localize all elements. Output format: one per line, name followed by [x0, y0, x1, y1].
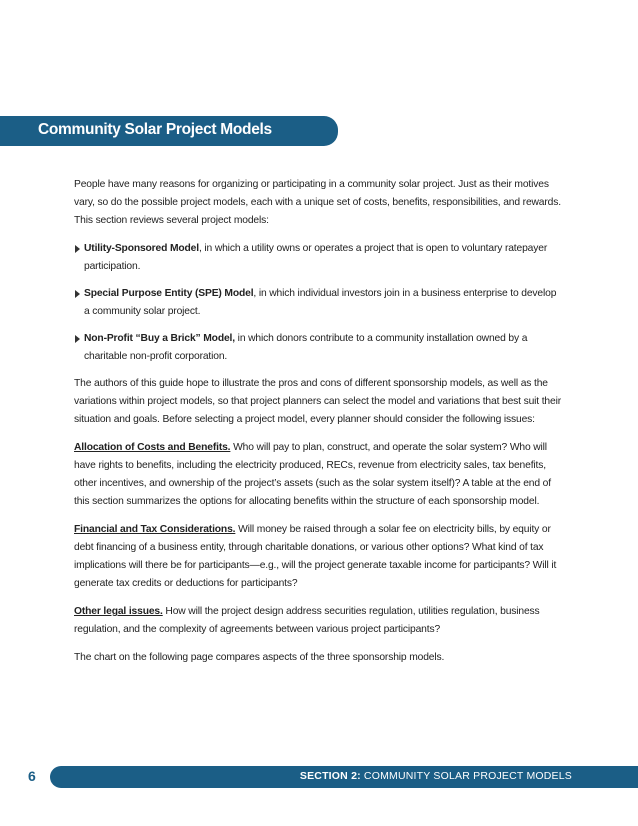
triangle-bullet-icon [75, 290, 80, 298]
bullet-text: , in which individual investors join in a business enterprise to develop a community solar project. [84, 288, 557, 317]
bullet-term: Utility-Sponsored Model [84, 243, 199, 254]
intro-paragraph: People have many reasons for organizing or participating in a community solar project. Just as their motives vary, so do the possible project models, each with a unique set of costs, benefits, responsibilities, and rewards. This section reviews several project models: [74, 179, 561, 226]
bullet-text: in which donors contribute to a community installation owned by a charitable non-profit corporation. [84, 333, 528, 362]
legal-paragraph [74, 603, 564, 639]
bullet-text: , in which a utility owns or operates a project that is open to voluntary ratepayer participation. [84, 243, 548, 272]
list-item-spe-model [74, 285, 564, 321]
body-content [74, 176, 564, 677]
triangle-bullet-icon [75, 335, 80, 343]
footer-section-title [300, 770, 572, 782]
bullet-term: Special Purpose Entity (SPE) Model [84, 288, 254, 299]
section-title: Community Solar Project Models [38, 121, 272, 138]
allocation-heading: Allocation of Costs and Benefits. [74, 442, 231, 453]
section-title-banner [0, 116, 338, 146]
triangle-bullet-icon [75, 245, 80, 253]
financial-paragraph [74, 521, 564, 593]
section-name: COMMUNITY SOLAR PROJECT MODELS [360, 770, 572, 782]
legal-heading: Other legal issues. [74, 606, 163, 617]
financial-text: Will money be raised through a solar fee on electricity bills, by equity or debt financing of a business entity, through charitable donations, or various other options? What kind of tax implications will there be for participants—e.g., will the project generate taxable income for participants? Will it generate tax credits or deductions for participants? [74, 524, 557, 589]
footer-bar [50, 766, 638, 788]
allocation-text: Who will pay to plan, construct, and operate the solar system? Who will have rights to benefits, including the electricity produced, RECs, revenue from electricity sales, tax benefits, other incentives, and ownership of the project’s assets (such as the solar system itself)? A table at the end of this section summarizes the options for allocating benefits within the structure of each sponsorship model. [74, 442, 551, 507]
closing-paragraph: The chart on the following page compares aspects of the three sponsorship models. [74, 652, 445, 663]
bullet-term: Non-Profit “Buy a Brick” Model, [84, 333, 235, 344]
financial-heading: Financial and Tax Considerations. [74, 524, 236, 535]
allocation-paragraph [74, 439, 564, 511]
section-label: SECTION 2: [299, 770, 361, 782]
legal-text: How will the project design address securities regulation, utilities regulation, business regulation, and the complexity of agreements between various project participants? [74, 606, 540, 635]
page-number: 6 [28, 768, 36, 784]
list-item-nonprofit-model [74, 330, 564, 366]
list-item-utility-model [74, 240, 564, 276]
authors-paragraph: The authors of this guide hope to illustrate the pros and cons of different sponsorship models, as well as the variations within project models, so that project planners can select the model and variations that best suit their situation and goals. Before selecting a project model, every planner should consider the following issues: [74, 378, 561, 425]
